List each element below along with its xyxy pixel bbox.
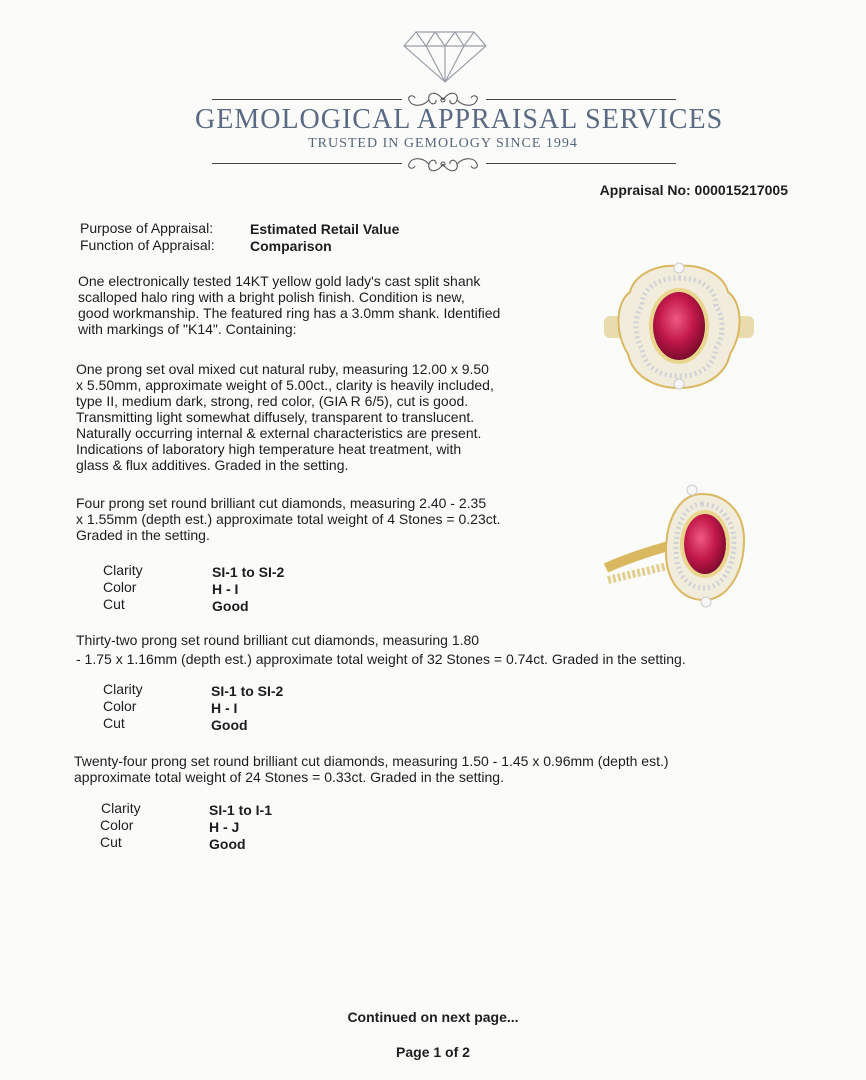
letterhead-top-rule [212,99,402,100]
diamonds-1-description [76,495,501,543]
diamonds-3-color-label: Color [100,817,134,833]
letterhead-bottom-rule-right [486,163,676,164]
ring-description [78,273,500,337]
purpose-label: Purpose of Appraisal: [80,220,214,236]
diamonds-2-clarity-label: Clarity [103,681,143,697]
diamonds-3-clarity-label: Clarity [101,800,141,816]
ruby-line: Transmitting light somewhat diffusely, transparent to translucent. [76,409,475,425]
diamonds-1-color-value: H - I [212,581,239,597]
company-tagline: TRUSTED IN GEMOLOGY SINCE 1994 [308,136,578,151]
diamonds-1-color-label: Color [103,579,137,595]
ring-photo-side-view [602,482,752,612]
ruby-line: Naturally occurring internal & external characteristics are present. [76,425,482,441]
continued-note: Continued on next page... [347,1009,519,1025]
diamonds-1-cut-label: Cut [103,596,125,612]
description-line: scalloped halo ring with a bright polish finish. Condition is new, [78,289,465,305]
page-number: Page 1 of 2 [396,1044,470,1060]
diamonds-3-clarity-value: SI-1 to I-1 [209,802,273,818]
flourish-bottom-icon [403,152,483,176]
ruby-line: One prong set oval mixed cut natural ruby, measuring 12.00 x 9.50 [76,361,489,377]
function-value: Comparison [250,238,332,254]
description-line: One electronically tested 14KT yellow gold lady's cast split shank [78,273,481,289]
letterhead-top-rule-right [486,99,676,100]
diamonds-1-line: Graded in the setting. [76,527,210,543]
ring-photo-top-view [604,258,754,398]
diamonds-1-clarity-value: SI-1 to SI-2 [212,564,285,580]
diamonds-1-cut-value: Good [212,598,249,614]
function-label: Function of Appraisal: [80,237,215,253]
description-line: with markings of "K14". Containing: [78,321,297,337]
diamonds-2-line: - 1.75 x 1.16mm (depth est.) approximate total weight of 32 Stones = 0.74ct. Graded in the setting. [76,651,686,667]
diamonds-1-line: x 1.55mm (depth est.) approximate total weight of 4 Stones = 0.23ct. [76,511,501,527]
diamonds-1-clarity-label: Clarity [103,562,143,578]
appraisal-number: Appraisal No: 000015217005 [599,182,788,198]
diamonds-3-line: approximate total weight of 24 Stones = 0.33ct. Graded in the setting. [74,769,504,785]
description-line: good workmanship. The featured ring has a 3.0mm shank. Identified [78,305,501,321]
diamonds-2-line: Thirty-two prong set round brilliant cut diamonds, measuring 1.80 [76,632,480,648]
ruby-line: glass & flux additives. Graded in the setting. [76,457,349,473]
ruby-line: Indications of laboratory high temperature heat treatment, with [76,441,462,457]
company-name: GEMOLOGICAL APPRAISAL SERVICES [195,104,724,135]
diamonds-3-line: Twenty-four prong set round brilliant cut diamonds, measuring 1.50 - 1.45 x 0.96mm (depth est.) [74,753,669,769]
diamonds-1-line: Four prong set round brilliant cut diamonds, measuring 2.40 - 2.35 [76,495,487,511]
purpose-value: Estimated Retail Value [250,221,400,237]
diamonds-3-cut-value: Good [209,836,246,852]
ruby-description [76,361,494,473]
ruby-line: type II, medium dark, strong, red color, (GIA R 6/5), cut is good. [76,393,469,409]
diamonds-2-color-label: Color [103,698,137,714]
letterhead-bottom-rule [212,163,402,164]
diamonds-2-cut-label: Cut [103,715,125,731]
diamonds-3-description [74,753,669,785]
ruby-line: x 5.50mm, approximate weight of 5.00ct., clarity is heavily included, [76,377,494,393]
diamonds-3-color-value: H - J [209,819,240,835]
diamonds-2-cut-value: Good [211,717,248,733]
diamonds-2-clarity-value: SI-1 to SI-2 [211,683,284,699]
diamonds-3-cut-label: Cut [100,834,122,850]
diamonds-2-description [76,632,686,667]
diamonds-2-color-value: H - I [211,700,238,716]
diamond-logo-icon [402,30,488,84]
